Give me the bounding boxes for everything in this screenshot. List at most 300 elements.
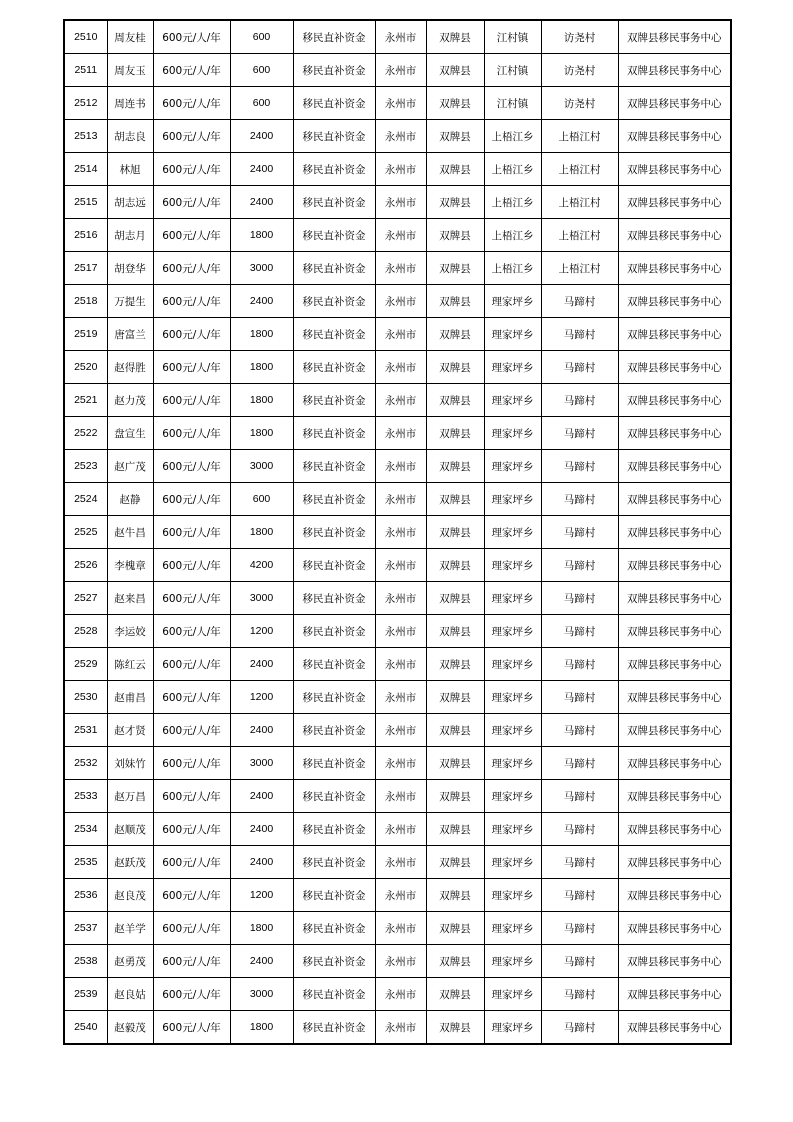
village-cell: 马蹄村 (541, 285, 618, 318)
town-cell: 理家坪乡 (484, 450, 541, 483)
row-number-cell: 2531 (64, 714, 107, 747)
table-row (64, 945, 731, 978)
row-number-cell: 2540 (64, 1011, 107, 1045)
standard-cell: 600元/人/年 (153, 681, 230, 714)
unit-cell: 双牌县移民事务中心 (618, 153, 731, 186)
table-row (64, 516, 731, 549)
name-cell: 周友桂 (107, 20, 153, 54)
table-row (64, 1011, 731, 1045)
county-cell: 双牌县 (426, 186, 484, 219)
city-cell: 永州市 (375, 417, 426, 450)
table-row (64, 747, 731, 780)
town-cell: 江村镇 (484, 20, 541, 54)
unit-cell: 双牌县移民事务中心 (618, 813, 731, 846)
table-row (64, 450, 731, 483)
fund-type-cell: 移民直补资金 (293, 384, 375, 417)
table-row (64, 549, 731, 582)
row-number-cell: 2537 (64, 912, 107, 945)
fund-type-cell: 移民直补资金 (293, 648, 375, 681)
city-cell: 永州市 (375, 648, 426, 681)
table-row (64, 417, 731, 450)
row-number-cell: 2523 (64, 450, 107, 483)
town-cell: 理家坪乡 (484, 1011, 541, 1045)
fund-type-cell: 移民直补资金 (293, 747, 375, 780)
table-row (64, 681, 731, 714)
city-cell: 永州市 (375, 747, 426, 780)
standard-cell: 600元/人/年 (153, 747, 230, 780)
fund-type-cell: 移民直补资金 (293, 120, 375, 153)
village-cell: 马蹄村 (541, 912, 618, 945)
amount-cell: 2400 (230, 186, 293, 219)
amount-cell: 1200 (230, 681, 293, 714)
unit-cell: 双牌县移民事务中心 (618, 879, 731, 912)
row-number-cell: 2510 (64, 20, 107, 54)
fund-type-cell: 移民直补资金 (293, 615, 375, 648)
town-cell: 理家坪乡 (484, 813, 541, 846)
county-cell: 双牌县 (426, 219, 484, 252)
village-cell: 上梧江村 (541, 153, 618, 186)
table-row (64, 978, 731, 1011)
standard-cell: 600元/人/年 (153, 351, 230, 384)
unit-cell: 双牌县移民事务中心 (618, 417, 731, 450)
county-cell: 双牌县 (426, 318, 484, 351)
county-cell: 双牌县 (426, 54, 484, 87)
amount-cell: 1800 (230, 384, 293, 417)
standard-cell: 600元/人/年 (153, 219, 230, 252)
standard-cell: 600元/人/年 (153, 582, 230, 615)
row-number-cell: 2521 (64, 384, 107, 417)
county-cell: 双牌县 (426, 87, 484, 120)
city-cell: 永州市 (375, 681, 426, 714)
subsidy-table (63, 19, 732, 1045)
table-row (64, 780, 731, 813)
amount-cell: 1800 (230, 219, 293, 252)
village-cell: 马蹄村 (541, 1011, 618, 1045)
city-cell: 永州市 (375, 252, 426, 285)
town-cell: 理家坪乡 (484, 549, 541, 582)
unit-cell: 双牌县移民事务中心 (618, 54, 731, 87)
unit-cell: 双牌县移民事务中心 (618, 780, 731, 813)
city-cell: 永州市 (375, 54, 426, 87)
subsidy-table-page (63, 19, 732, 1045)
village-cell: 马蹄村 (541, 450, 618, 483)
table-row (64, 318, 731, 351)
table-row (64, 54, 731, 87)
town-cell: 理家坪乡 (484, 780, 541, 813)
standard-cell: 600元/人/年 (153, 912, 230, 945)
standard-cell: 600元/人/年 (153, 252, 230, 285)
name-cell: 胡志月 (107, 219, 153, 252)
name-cell: 胡志良 (107, 120, 153, 153)
name-cell: 赵才贤 (107, 714, 153, 747)
county-cell: 双牌县 (426, 780, 484, 813)
row-number-cell: 2520 (64, 351, 107, 384)
county-cell: 双牌县 (426, 252, 484, 285)
city-cell: 永州市 (375, 846, 426, 879)
town-cell: 理家坪乡 (484, 615, 541, 648)
row-number-cell: 2527 (64, 582, 107, 615)
county-cell: 双牌县 (426, 648, 484, 681)
city-cell: 永州市 (375, 516, 426, 549)
county-cell: 双牌县 (426, 285, 484, 318)
fund-type-cell: 移民直补资金 (293, 318, 375, 351)
name-cell: 陈红云 (107, 648, 153, 681)
table-row (64, 714, 731, 747)
fund-type-cell: 移民直补资金 (293, 450, 375, 483)
name-cell: 赵羊学 (107, 912, 153, 945)
unit-cell: 双牌县移民事务中心 (618, 945, 731, 978)
county-cell: 双牌县 (426, 153, 484, 186)
town-cell: 理家坪乡 (484, 681, 541, 714)
name-cell: 赵良茂 (107, 879, 153, 912)
village-cell: 上梧江村 (541, 219, 618, 252)
village-cell: 马蹄村 (541, 846, 618, 879)
village-cell: 马蹄村 (541, 780, 618, 813)
name-cell: 赵毅茂 (107, 1011, 153, 1045)
fund-type-cell: 移民直补资金 (293, 714, 375, 747)
unit-cell: 双牌县移民事务中心 (618, 846, 731, 879)
unit-cell: 双牌县移民事务中心 (618, 318, 731, 351)
name-cell: 赵得胜 (107, 351, 153, 384)
county-cell: 双牌县 (426, 714, 484, 747)
amount-cell: 3000 (230, 978, 293, 1011)
table-row (64, 483, 731, 516)
town-cell: 江村镇 (484, 54, 541, 87)
city-cell: 永州市 (375, 945, 426, 978)
fund-type-cell: 移民直补资金 (293, 582, 375, 615)
county-cell: 双牌县 (426, 417, 484, 450)
city-cell: 永州市 (375, 351, 426, 384)
standard-cell: 600元/人/年 (153, 648, 230, 681)
name-cell: 林旭 (107, 153, 153, 186)
fund-type-cell: 移民直补资金 (293, 912, 375, 945)
name-cell: 万提生 (107, 285, 153, 318)
county-cell: 双牌县 (426, 120, 484, 153)
table-row (64, 285, 731, 318)
city-cell: 永州市 (375, 615, 426, 648)
unit-cell: 双牌县移民事务中心 (618, 714, 731, 747)
standard-cell: 600元/人/年 (153, 417, 230, 450)
unit-cell: 双牌县移民事务中心 (618, 1011, 731, 1045)
row-number-cell: 2517 (64, 252, 107, 285)
city-cell: 永州市 (375, 87, 426, 120)
amount-cell: 2400 (230, 648, 293, 681)
amount-cell: 1200 (230, 879, 293, 912)
row-number-cell: 2514 (64, 153, 107, 186)
county-cell: 双牌县 (426, 384, 484, 417)
standard-cell: 600元/人/年 (153, 87, 230, 120)
standard-cell: 600元/人/年 (153, 516, 230, 549)
standard-cell: 600元/人/年 (153, 318, 230, 351)
fund-type-cell: 移民直补资金 (293, 219, 375, 252)
amount-cell: 1200 (230, 615, 293, 648)
unit-cell: 双牌县移民事务中心 (618, 252, 731, 285)
fund-type-cell: 移民直补资金 (293, 351, 375, 384)
row-number-cell: 2518 (64, 285, 107, 318)
fund-type-cell: 移民直补资金 (293, 1011, 375, 1045)
city-cell: 永州市 (375, 384, 426, 417)
town-cell: 理家坪乡 (484, 912, 541, 945)
name-cell: 赵广茂 (107, 450, 153, 483)
unit-cell: 双牌县移民事务中心 (618, 219, 731, 252)
standard-cell: 600元/人/年 (153, 813, 230, 846)
name-cell: 赵万昌 (107, 780, 153, 813)
city-cell: 永州市 (375, 20, 426, 54)
village-cell: 访尧村 (541, 87, 618, 120)
standard-cell: 600元/人/年 (153, 879, 230, 912)
standard-cell: 600元/人/年 (153, 483, 230, 516)
table-row (64, 582, 731, 615)
county-cell: 双牌县 (426, 615, 484, 648)
city-cell: 永州市 (375, 879, 426, 912)
town-cell: 理家坪乡 (484, 846, 541, 879)
village-cell: 上梧江村 (541, 120, 618, 153)
row-number-cell: 2512 (64, 87, 107, 120)
amount-cell: 2400 (230, 846, 293, 879)
table-row (64, 846, 731, 879)
name-cell: 赵顺茂 (107, 813, 153, 846)
unit-cell: 双牌县移民事务中心 (618, 186, 731, 219)
table-row (64, 219, 731, 252)
village-cell: 上梧江村 (541, 252, 618, 285)
village-cell: 马蹄村 (541, 879, 618, 912)
county-cell: 双牌县 (426, 450, 484, 483)
row-number-cell: 2532 (64, 747, 107, 780)
unit-cell: 双牌县移民事务中心 (618, 483, 731, 516)
table-row (64, 186, 731, 219)
fund-type-cell: 移民直补资金 (293, 186, 375, 219)
town-cell: 理家坪乡 (484, 978, 541, 1011)
fund-type-cell: 移民直补资金 (293, 846, 375, 879)
unit-cell: 双牌县移民事务中心 (618, 648, 731, 681)
village-cell: 马蹄村 (541, 714, 618, 747)
row-number-cell: 2525 (64, 516, 107, 549)
unit-cell: 双牌县移民事务中心 (618, 978, 731, 1011)
county-cell: 双牌县 (426, 813, 484, 846)
city-cell: 永州市 (375, 120, 426, 153)
amount-cell: 3000 (230, 450, 293, 483)
standard-cell: 600元/人/年 (153, 120, 230, 153)
unit-cell: 双牌县移民事务中心 (618, 549, 731, 582)
unit-cell: 双牌县移民事务中心 (618, 285, 731, 318)
fund-type-cell: 移民直补资金 (293, 417, 375, 450)
standard-cell: 600元/人/年 (153, 384, 230, 417)
name-cell: 李运姣 (107, 615, 153, 648)
town-cell: 理家坪乡 (484, 351, 541, 384)
amount-cell: 2400 (230, 780, 293, 813)
row-number-cell: 2526 (64, 549, 107, 582)
town-cell: 理家坪乡 (484, 384, 541, 417)
town-cell: 理家坪乡 (484, 417, 541, 450)
name-cell: 周友玉 (107, 54, 153, 87)
county-cell: 双牌县 (426, 912, 484, 945)
fund-type-cell: 移民直补资金 (293, 978, 375, 1011)
name-cell: 胡登华 (107, 252, 153, 285)
name-cell: 赵静 (107, 483, 153, 516)
village-cell: 马蹄村 (541, 813, 618, 846)
name-cell: 赵牛昌 (107, 516, 153, 549)
town-cell: 理家坪乡 (484, 648, 541, 681)
county-cell: 双牌县 (426, 516, 484, 549)
county-cell: 双牌县 (426, 351, 484, 384)
county-cell: 双牌县 (426, 846, 484, 879)
village-cell: 马蹄村 (541, 483, 618, 516)
county-cell: 双牌县 (426, 945, 484, 978)
amount-cell: 600 (230, 483, 293, 516)
standard-cell: 600元/人/年 (153, 945, 230, 978)
fund-type-cell: 移民直补资金 (293, 549, 375, 582)
table-row (64, 912, 731, 945)
amount-cell: 1800 (230, 912, 293, 945)
amount-cell: 3000 (230, 582, 293, 615)
fund-type-cell: 移民直补资金 (293, 285, 375, 318)
amount-cell: 3000 (230, 747, 293, 780)
row-number-cell: 2534 (64, 813, 107, 846)
fund-type-cell: 移民直补资金 (293, 780, 375, 813)
town-cell: 理家坪乡 (484, 516, 541, 549)
village-cell: 访尧村 (541, 20, 618, 54)
amount-cell: 600 (230, 20, 293, 54)
table-row (64, 813, 731, 846)
city-cell: 永州市 (375, 450, 426, 483)
unit-cell: 双牌县移民事务中心 (618, 516, 731, 549)
county-cell: 双牌县 (426, 582, 484, 615)
city-cell: 永州市 (375, 186, 426, 219)
standard-cell: 600元/人/年 (153, 1011, 230, 1045)
town-cell: 上梧江乡 (484, 153, 541, 186)
row-number-cell: 2524 (64, 483, 107, 516)
amount-cell: 1800 (230, 516, 293, 549)
unit-cell: 双牌县移民事务中心 (618, 120, 731, 153)
unit-cell: 双牌县移民事务中心 (618, 87, 731, 120)
town-cell: 理家坪乡 (484, 318, 541, 351)
fund-type-cell: 移民直补资金 (293, 516, 375, 549)
county-cell: 双牌县 (426, 747, 484, 780)
village-cell: 马蹄村 (541, 648, 618, 681)
name-cell: 胡志远 (107, 186, 153, 219)
name-cell: 盘宣生 (107, 417, 153, 450)
city-cell: 永州市 (375, 285, 426, 318)
standard-cell: 600元/人/年 (153, 285, 230, 318)
village-cell: 马蹄村 (541, 978, 618, 1011)
town-cell: 上梧江乡 (484, 252, 541, 285)
unit-cell: 双牌县移民事务中心 (618, 615, 731, 648)
city-cell: 永州市 (375, 483, 426, 516)
village-cell: 马蹄村 (541, 318, 618, 351)
row-number-cell: 2538 (64, 945, 107, 978)
unit-cell: 双牌县移民事务中心 (618, 747, 731, 780)
row-number-cell: 2528 (64, 615, 107, 648)
unit-cell: 双牌县移民事务中心 (618, 912, 731, 945)
row-number-cell: 2535 (64, 846, 107, 879)
table-row (64, 351, 731, 384)
unit-cell: 双牌县移民事务中心 (618, 681, 731, 714)
row-number-cell: 2515 (64, 186, 107, 219)
amount-cell: 2400 (230, 120, 293, 153)
amount-cell: 2400 (230, 285, 293, 318)
name-cell: 李槐章 (107, 549, 153, 582)
county-cell: 双牌县 (426, 483, 484, 516)
standard-cell: 600元/人/年 (153, 714, 230, 747)
standard-cell: 600元/人/年 (153, 153, 230, 186)
town-cell: 理家坪乡 (484, 714, 541, 747)
village-cell: 马蹄村 (541, 549, 618, 582)
name-cell: 赵良姑 (107, 978, 153, 1011)
county-cell: 双牌县 (426, 978, 484, 1011)
town-cell: 上梧江乡 (484, 120, 541, 153)
village-cell: 马蹄村 (541, 516, 618, 549)
county-cell: 双牌县 (426, 1011, 484, 1045)
name-cell: 刘妹竹 (107, 747, 153, 780)
amount-cell: 2400 (230, 153, 293, 186)
unit-cell: 双牌县移民事务中心 (618, 351, 731, 384)
fund-type-cell: 移民直补资金 (293, 87, 375, 120)
amount-cell: 1800 (230, 351, 293, 384)
amount-cell: 1800 (230, 417, 293, 450)
name-cell: 赵勇茂 (107, 945, 153, 978)
table-row (64, 120, 731, 153)
amount-cell: 4200 (230, 549, 293, 582)
fund-type-cell: 移民直补资金 (293, 20, 375, 54)
city-cell: 永州市 (375, 318, 426, 351)
standard-cell: 600元/人/年 (153, 978, 230, 1011)
row-number-cell: 2530 (64, 681, 107, 714)
fund-type-cell: 移民直补资金 (293, 813, 375, 846)
table-row (64, 252, 731, 285)
amount-cell: 1800 (230, 1011, 293, 1045)
village-cell: 上梧江村 (541, 186, 618, 219)
fund-type-cell: 移民直补资金 (293, 879, 375, 912)
table-row (64, 20, 731, 54)
fund-type-cell: 移民直补资金 (293, 54, 375, 87)
fund-type-cell: 移民直补资金 (293, 483, 375, 516)
standard-cell: 600元/人/年 (153, 20, 230, 54)
standard-cell: 600元/人/年 (153, 54, 230, 87)
city-cell: 永州市 (375, 1011, 426, 1045)
town-cell: 理家坪乡 (484, 879, 541, 912)
amount-cell: 600 (230, 87, 293, 120)
table-row (64, 384, 731, 417)
village-cell: 马蹄村 (541, 582, 618, 615)
amount-cell: 2400 (230, 813, 293, 846)
village-cell: 马蹄村 (541, 384, 618, 417)
standard-cell: 600元/人/年 (153, 780, 230, 813)
standard-cell: 600元/人/年 (153, 549, 230, 582)
city-cell: 永州市 (375, 219, 426, 252)
county-cell: 双牌县 (426, 549, 484, 582)
town-cell: 上梧江乡 (484, 186, 541, 219)
row-number-cell: 2516 (64, 219, 107, 252)
row-number-cell: 2522 (64, 417, 107, 450)
row-number-cell: 2529 (64, 648, 107, 681)
fund-type-cell: 移民直补资金 (293, 153, 375, 186)
unit-cell: 双牌县移民事务中心 (618, 384, 731, 417)
town-cell: 江村镇 (484, 87, 541, 120)
town-cell: 理家坪乡 (484, 285, 541, 318)
name-cell: 唐富兰 (107, 318, 153, 351)
county-cell: 双牌县 (426, 879, 484, 912)
fund-type-cell: 移民直补资金 (293, 252, 375, 285)
table-row (64, 615, 731, 648)
row-number-cell: 2511 (64, 54, 107, 87)
table-body (64, 20, 731, 1044)
town-cell: 理家坪乡 (484, 582, 541, 615)
standard-cell: 600元/人/年 (153, 450, 230, 483)
village-cell: 马蹄村 (541, 351, 618, 384)
town-cell: 理家坪乡 (484, 483, 541, 516)
amount-cell: 600 (230, 54, 293, 87)
village-cell: 马蹄村 (541, 945, 618, 978)
